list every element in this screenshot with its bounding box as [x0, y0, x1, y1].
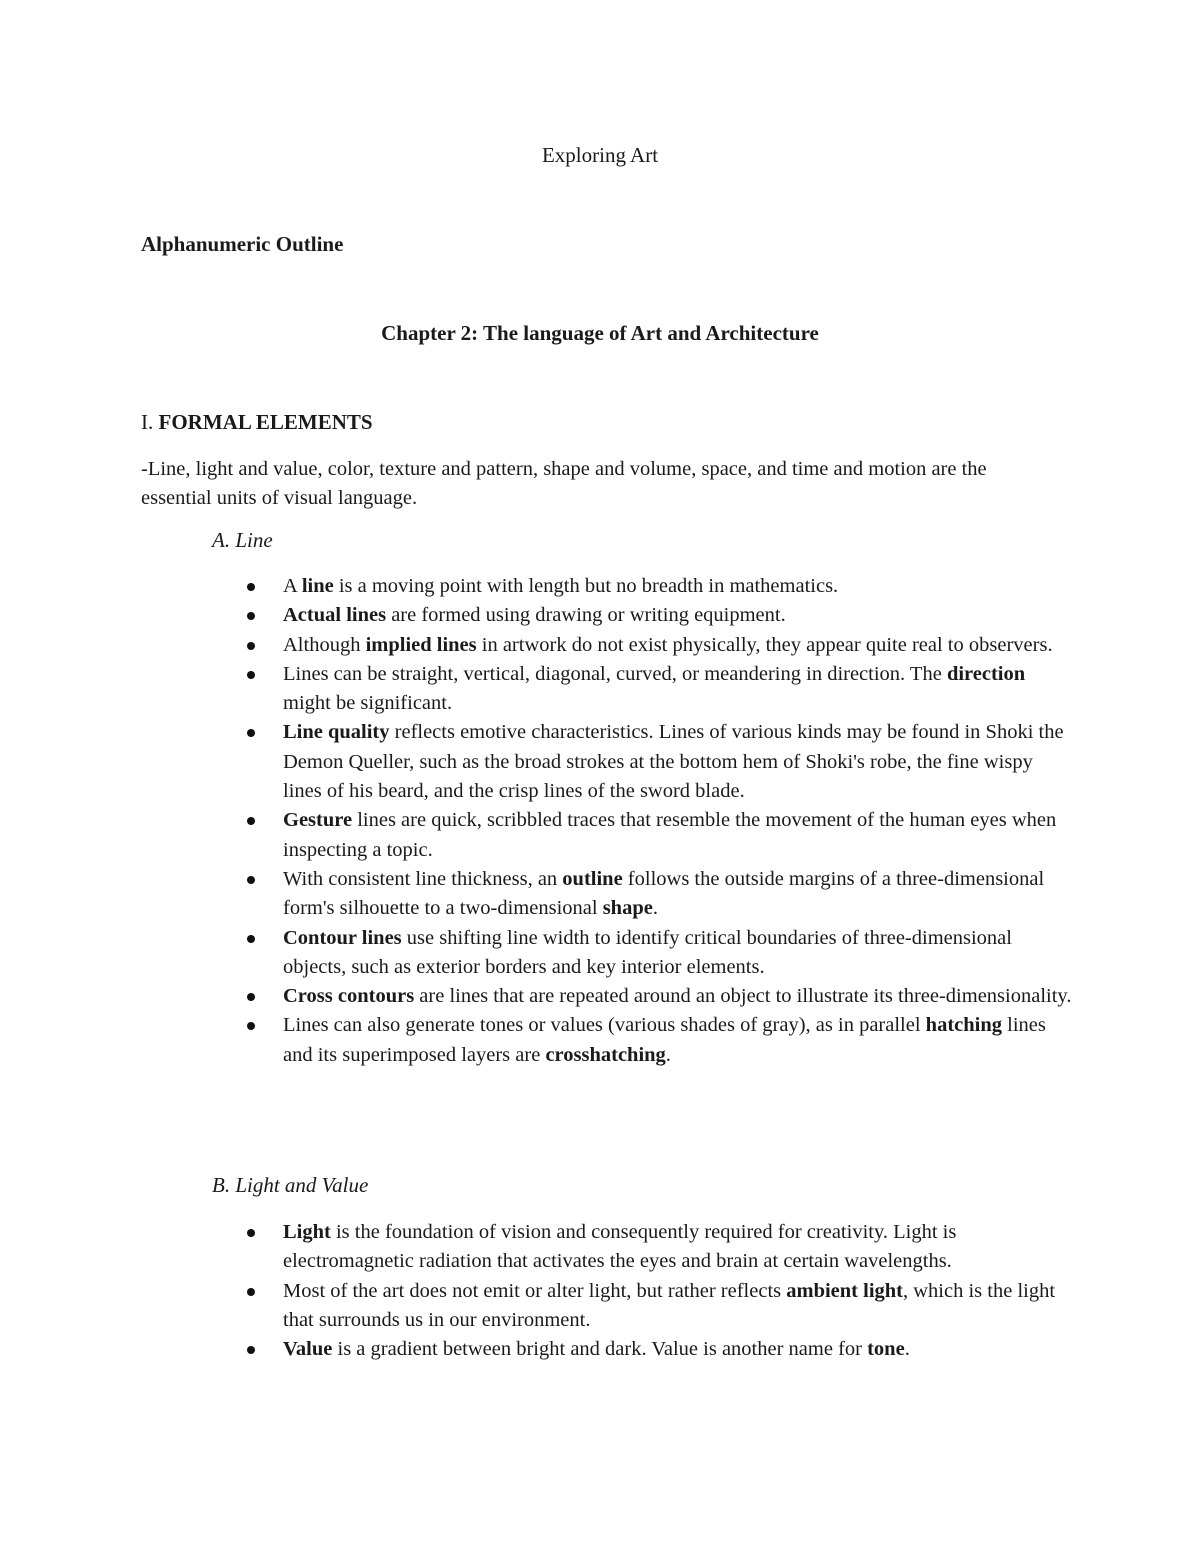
bullet-dot-icon [247, 612, 255, 620]
bullet-item: Value is a gradient between bright and dark. Value is another name for tone. [283, 1335, 1073, 1364]
bullet-item: Contour lines use shifting line width to identify critical boundaries of three-dimensional objects, such as exterior borders and key interior elements. [283, 924, 1073, 983]
bullet-item: Actual lines are formed using drawing or writing equipment. [283, 601, 1073, 630]
bullet-dot-icon [247, 729, 255, 737]
chapter-title: Chapter 2: The language of Art and Architecture [381, 321, 819, 345]
bullet-item: Line quality reflects emotive characteristics. Lines of various kinds may be found in Shoki the Demon Queller, such as the broad strokes at the bottom hem of Shoki's robe, the fine wispy lines of his beard, and the crisp lines of the sword blade. [283, 718, 1073, 806]
document-title: Exploring Art [541, 143, 659, 167]
outline-label: Alphanumeric Outline [141, 232, 344, 256]
bullet-dot-icon [247, 876, 255, 884]
section-heading [141, 410, 373, 435]
bullet-item: Most of the art does not emit or alter light, but rather reflects ambient light, which is the light that surrounds us in our environment. [283, 1277, 1073, 1336]
bullet-dot-icon [247, 1346, 255, 1354]
bullet-dot-icon [247, 993, 255, 1001]
bullet-dot-icon [247, 935, 255, 943]
subsection-heading-line: A. Line [212, 528, 273, 552]
section-intro-paragraph: -Line, light and value, color, texture and pattern, shape and volume, space, and time and motion are the essential units of visual language. [141, 458, 987, 509]
bullet-item: Lines can also generate tones or values (various shades of gray), as in parallel hatching lines and its superimposed layers are crosshatching. [283, 1011, 1073, 1070]
bullet-item: Light is the foundation of vision and consequently required for creativity. Light is electromagnetic radiation that activates the eyes and brain at certain wavelengths. [283, 1218, 1073, 1277]
bullet-item: A line is a moving point with length but no breadth in mathematics. [283, 572, 1073, 601]
bullet-item: Although implied lines in artwork do not exist physically, they appear quite real to observers. [283, 631, 1073, 660]
line-bullet-list [283, 572, 1073, 1070]
section-number: I. [141, 410, 154, 434]
bullet-dot-icon [247, 583, 255, 591]
bullet-item: Lines can be straight, vertical, diagonal, curved, or meandering in direction. The direction might be significant. [283, 660, 1073, 719]
bullet-dot-icon [247, 671, 255, 679]
bullet-dot-icon [247, 817, 255, 825]
bullet-dot-icon [247, 642, 255, 650]
bullet-dot-icon [247, 1022, 255, 1030]
section-title: FORMAL ELEMENTS [158, 410, 373, 434]
bullet-item: With consistent line thickness, an outline follows the outside margins of a three-dimensional form's silhouette to a two-dimensional shape. [283, 865, 1073, 924]
bullet-item: Cross contours are lines that are repeated around an object to illustrate its three-dimensionality. [283, 982, 1073, 1011]
bullet-dot-icon [247, 1229, 255, 1237]
subsection-heading-light-value: B. Light and Value [212, 1173, 369, 1197]
bullet-item: Gesture lines are quick, scribbled traces that resemble the movement of the human eyes when inspecting a topic. [283, 806, 1073, 865]
light-value-bullet-list [283, 1218, 1073, 1364]
bullet-dot-icon [247, 1288, 255, 1296]
